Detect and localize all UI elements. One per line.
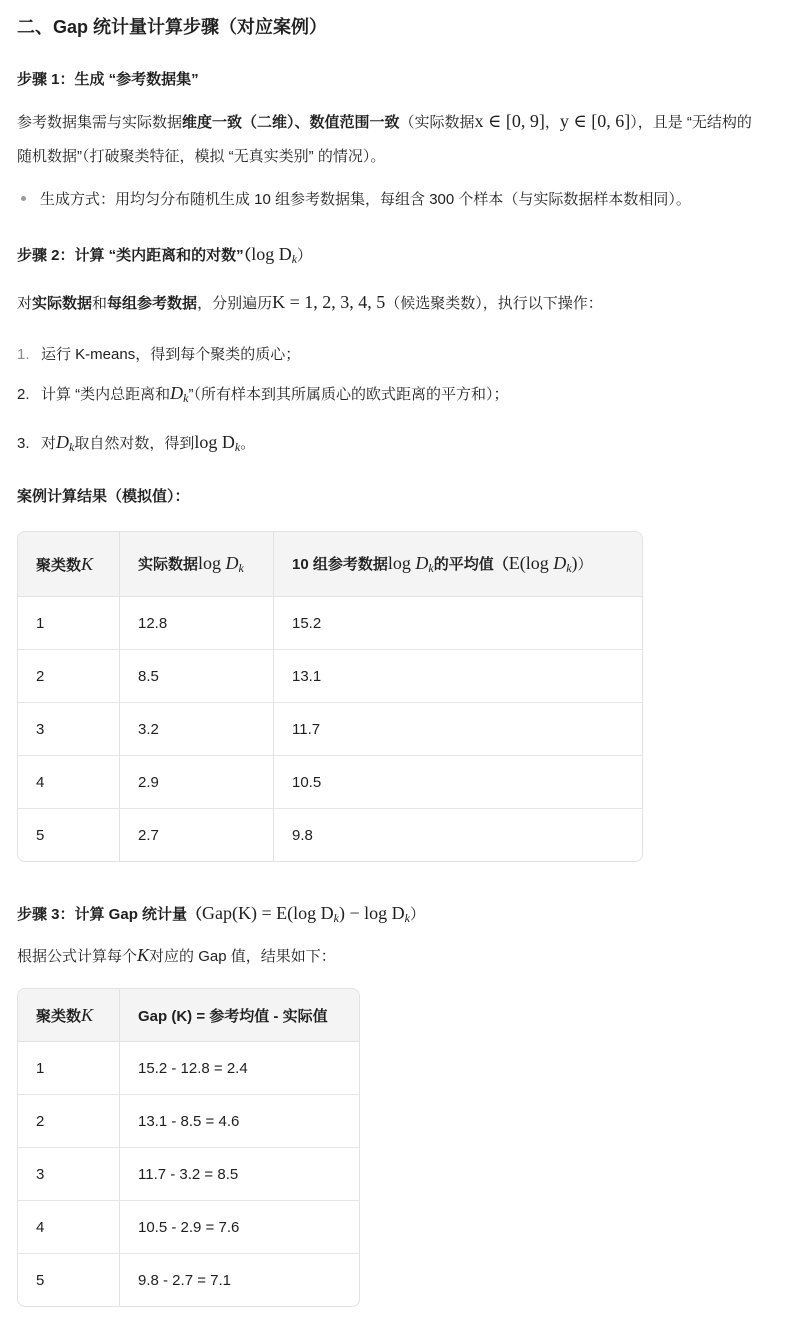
table-cell: 5 [18,1254,120,1307]
list-text: 。 [240,435,256,452]
list-item [17,381,509,410]
step1-text-a: 参考数据集需与实际数据 [17,114,183,131]
table-cell: 15.2 [274,597,643,650]
step1-text-bold: 维度一致（二维）、数值范围一致 [182,114,400,131]
table-cell: 2 [18,650,120,703]
table-cell: 12.8 [120,597,274,650]
table-row [18,756,642,809]
step2-para-a: 对 [17,295,33,312]
table-cell: 11.7 [274,703,643,756]
section-title: 二、Gap 统计量计算步骤（对应案例） [17,17,328,37]
table-cell: 3 [18,1148,120,1201]
step2-para-e: ，分别遍历 [197,295,273,312]
step3-para-math: K [137,945,150,965]
list-text: 取自然对数，得到 [74,435,195,452]
step1-bullet-text: 生成方式：用均匀分布随机生成 10 组参考数据集，每组含 300 个样本（与实际数据样本数相同）。 [40,191,691,208]
step1-text-c: （实际数据 [399,114,475,131]
table-cell: 13.1 - 8.5 = 4.6 [120,1095,360,1148]
step3-title-b: ） [409,906,425,923]
table-cell: 2 [18,1095,120,1148]
list-text: 运行 K-means，得到每个聚类的质心； [41,346,301,363]
results-table [17,531,643,862]
step2-para-math: K = 1, 2, 3, 4, 5 [272,292,386,312]
header-reference: 10 组参考数据$\log D_k$的平均值（E(log $D_k$)） [274,532,643,597]
list-text: ”（所有样本到其所属质心的欧式距离的平方和）； [188,386,509,403]
step3-title-a: 步骤 3：计算 Gap 统计量（ [17,906,203,923]
table-cell: 15.2 - 12.8 = 2.4 [120,1042,360,1095]
step1-title: 步骤 1：生成 “参考数据集” [17,71,199,88]
table-cell: 2.9 [120,756,274,809]
table-row [18,1042,359,1095]
table-row [18,1254,359,1307]
table-row [18,650,642,703]
step3-para-a: 根据公式计算每个 [17,948,138,965]
list-math: $\log D_k$ [194,432,241,454]
table-cell: 11.7 - 3.2 = 8.5 [120,1148,360,1201]
table-row [18,703,642,756]
list-number: 3. [17,435,30,452]
list-item [17,343,300,367]
step1-sep: ， [544,114,560,131]
table-cell: 4 [18,1201,120,1254]
step1-math-x: x ∈ [0, 9] [474,111,545,131]
step1-math-y: y ∈ [0, 6] [559,111,631,131]
header-actual: 实际数据$\log D_k$ [120,532,274,597]
table-cell: 1 [36,1059,45,1077]
header-k: 聚类数K [18,989,120,1042]
table-cell: 5 [18,809,120,862]
step3-title-math: Gap(K) = E(log $D_k) - \log D_k$ [202,903,410,925]
step1-paragraph [17,104,802,174]
step2-para-c: 和 [92,295,108,312]
table-cell: 10.5 [274,756,643,809]
table-cell: 8.5 [120,650,274,703]
table-header-row [18,532,642,597]
table-header-row [18,989,359,1042]
step2-title-b: ） [297,247,313,264]
step2-paragraph [17,285,802,321]
table-cell: 10.5 - 2.9 = 7.6 [120,1201,360,1254]
table-cell: 13.1 [274,650,643,703]
list-text: 计算 “类内总距离和 [41,386,171,403]
table-cell: 9.8 - 2.7 = 7.1 [120,1254,360,1307]
step2-para-b: 实际数据 [32,295,93,312]
list-math: $D_k$ [170,383,189,405]
list-text: 对 [41,435,57,452]
table-cell: 3 [18,703,120,756]
bullet-dot-icon [21,196,26,201]
table-row [18,1201,359,1254]
header-gap: Gap (K) = 参考均值 - 实际值 [120,989,360,1042]
table-cell: 9.8 [274,809,643,862]
table-cell: 3.2 [120,703,274,756]
table-cell: 2.7 [120,809,274,862]
list-item [17,430,255,459]
header-k: 聚类数K [18,532,120,597]
table-cell: 1 [36,614,45,632]
step3-para-b: 对应的 Gap 值，结果如下： [149,948,336,965]
step2-title-a: 步骤 2：计算 “类内距离和的对数”（ [17,247,252,264]
list-math: $D_k$ [56,432,75,454]
step1-text-d: ），且是 “无结构的 [630,114,752,131]
step2-title [17,243,312,270]
list-number: 1. [17,346,30,363]
step1-text-line2: 随机数据”（打破聚类特征，模拟 “无真实类别” 的情况）。 [17,148,386,165]
step1-bullet [17,189,691,211]
step2-para-f: （候选聚类数），执行以下操作： [385,295,603,312]
table-cell: 4 [18,756,120,809]
table-row [18,597,642,650]
table-row [18,1148,359,1201]
gap-table [17,988,360,1307]
step3-title [17,902,425,929]
table-row [18,809,642,862]
result-title: 案例计算结果（模拟值）： [17,488,190,505]
step2-title-math: $\log D_k$ [251,244,298,266]
list-number: 2. [17,386,30,403]
table-row [18,1095,359,1148]
step3-paragraph [17,938,802,974]
step2-para-d: 每组参考数据 [107,295,198,312]
